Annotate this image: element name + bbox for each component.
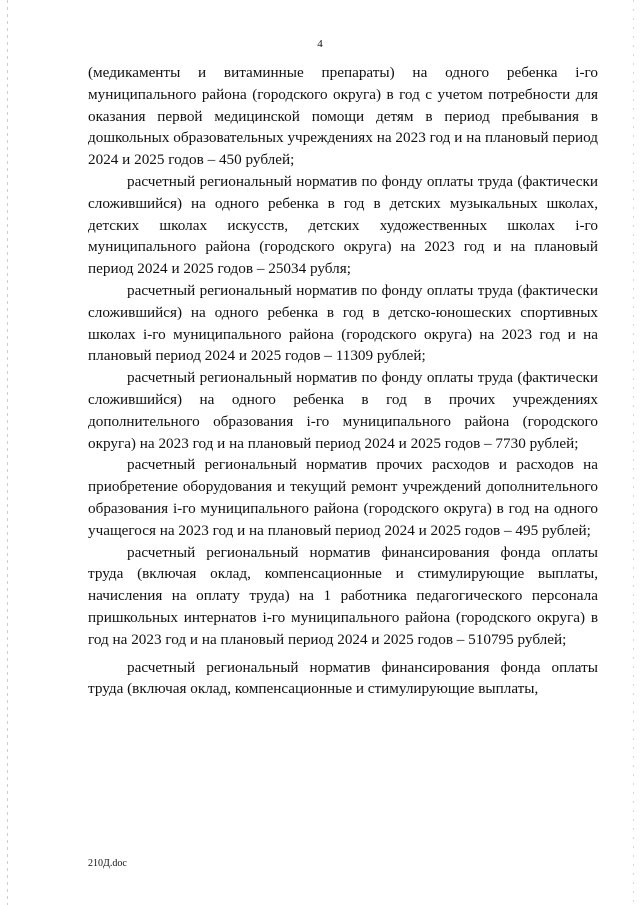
paragraph-other-education-norm: расчетный региональный норматив по фонду оплаты труда (фактически сложившийся) на одного ребенка в год в прочих учреждениях дополнительного образования i-го муниципального района (городского округа) на 2023 год и на плановый период 2024 и 2025 годов – 7730 рублей; (88, 369, 598, 452)
paragraph-boarding-staff-norm: расчетный региональный норматив финансирования фонда оплаты труда (включая оклад, компенсационные и стимулирующие выплаты, начисления на оплату труда) на 1 работника педагогического персонала пришкольных интернатов i-го муниципального района (городского округа) в год на 2023 год и на плановый период 2024 и 2025 годов – 510795 рублей; (88, 543, 598, 648)
scan-edge-left (7, 0, 8, 905)
paragraph-equipment-repair-norm: расчетный региональный норматив прочих расходов и расходов на приобретение оборудования и текущий ремонт учреждений дополнительного образования i-го муниципального района (городского округа) в год на одного учащегося на 2023 год и на плановый период 2024 и 2025 годов – 495 рублей; (88, 456, 598, 539)
document-body (88, 62, 598, 700)
paragraph-payroll-norm-continued: расчетный региональный норматив финансирования фонда оплаты труда (включая оклад, компенсационные и стимулирующие выплаты, (88, 658, 598, 698)
scan-edge-right (633, 0, 634, 905)
paragraph-music-schools-norm: расчетный региональный норматив по фонду оплаты труда (фактически сложившийся) на одного ребенка в год в детских музыкальных школах, детских школах искусств, детских художественных школах i-го муниципального района (городского округа) на 2023 год и на плановый период 2024 и 2025 годов – 25034 рубля; (88, 172, 598, 278)
footer-filename: 210Д.doc (88, 858, 127, 869)
paragraph-sports-schools-norm: расчетный региональный норматив по фонду оплаты труда (фактически сложившийся) на одного ребенка в год в детско-юношеских спортивных школах i-го муниципального района (городского округа) на 2023 год и на плановый период 2024 и 2025 годов – 11309 рублей; (88, 281, 598, 365)
page-number: 4 (317, 38, 323, 50)
paragraph-medication-norm: (медикаменты и витаминные препараты) на одного ребенка i-го муниципального района (городского округа) в год с учетом потребности для оказания первой медицинской помощи детям в период пребывания в дошкольных образовательных учреждениях на 2023 год и на плановый период 2024 и 2025 годов – 450 рублей; (88, 64, 598, 169)
